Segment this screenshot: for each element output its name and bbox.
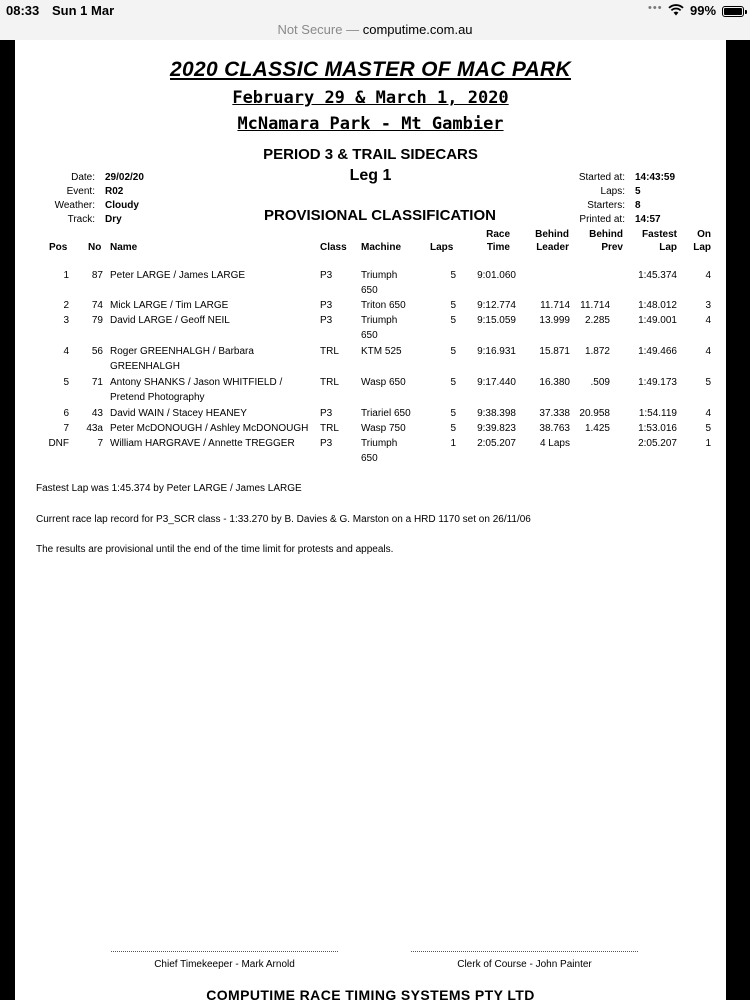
header-class: Class: [320, 242, 347, 253]
cell-fastest: 1:54.119: [638, 408, 677, 419]
cell-line: Roger GREENHALGH / Barbara: [110, 346, 254, 357]
results-document: [15, 40, 726, 1000]
cell-behind-leader: 38.763: [539, 423, 570, 434]
cell-behind-leader: 16.380: [539, 377, 570, 388]
cell-machine: [361, 298, 426, 313]
cell-behind-prev: 1.872: [584, 346, 610, 357]
multitasking-dots-icon: •••: [648, 2, 663, 14]
info-track: Dry: [105, 214, 122, 225]
cell-class: P3: [320, 408, 333, 419]
info-weather: Cloudy: [105, 200, 139, 211]
cell-behind-prev: 20.958: [579, 408, 610, 419]
cell-pos: 1: [63, 270, 69, 281]
cell-behind-prev: 2.285: [584, 315, 610, 326]
event-title: 2020 CLASSIC MASTER OF MAC PARK: [170, 58, 571, 81]
header-race-time: Race Time: [486, 229, 510, 253]
cell-on-lap: 3: [705, 300, 711, 311]
cell-no: 71: [91, 377, 103, 388]
cell-time: 9:17.440: [477, 377, 516, 388]
cell-time: 9:39.823: [477, 423, 516, 434]
info-label: Event:: [66, 186, 95, 197]
cell-behind-prev: 11.714: [580, 300, 610, 311]
status-date: Sun 1 Mar: [52, 3, 115, 18]
info-label: Started at:: [578, 172, 625, 183]
cell-on-lap: 4: [705, 270, 711, 281]
cell-behind-leader: 11.714: [540, 300, 570, 311]
cell-time: 9:38.398: [477, 408, 516, 419]
cell-class: TRL: [320, 423, 339, 434]
cell-laps: 5: [450, 408, 456, 419]
race-info-right: [551, 171, 675, 227]
cell-class: TRL: [320, 377, 339, 388]
status-bar: [0, 0, 750, 22]
info-label: Weather:: [54, 200, 95, 211]
cell-on-lap: 5: [705, 423, 711, 434]
header-name: Name: [110, 242, 138, 253]
cell-line: Triumph: [361, 270, 398, 281]
cell-line: William HARGRAVE / Annette TREGGER: [110, 438, 295, 449]
cell-time: 9:15.059: [477, 315, 516, 326]
cell-laps: 5: [450, 300, 456, 311]
cell-no: 43a: [86, 423, 103, 434]
footer-company: COMPUTIME RACE TIMING SYSTEMS PTY LTD: [206, 987, 535, 1000]
header-no: No: [88, 242, 102, 253]
security-label: Not Secure —: [277, 22, 360, 37]
provisional-note: The results are provisional until the end of the time limit for protests and appeals.: [36, 544, 394, 555]
cell-laps: 5: [450, 377, 456, 388]
timekeeper-signature-line: [111, 951, 338, 952]
cell-time: 9:12.774: [477, 300, 516, 311]
cell-class: P3: [320, 315, 333, 326]
cell-line: KTM 525: [361, 346, 402, 357]
cell-line: Triumph: [361, 438, 398, 449]
cell-time: 9:01.060: [477, 270, 516, 281]
cell-behind-prev: .509: [590, 377, 610, 388]
wifi-icon: [668, 4, 684, 19]
cell-line: Peter LARGE / James LARGE: [110, 270, 246, 281]
cell-no: 74: [91, 300, 103, 311]
clerk-signature-label: Clerk of Course - John Painter: [457, 959, 592, 970]
cell-laps: 1: [450, 438, 456, 449]
cell-machine: [361, 436, 426, 466]
cell-class: P3: [320, 300, 333, 311]
cell-line: Wasp 650: [361, 377, 406, 388]
cell-behind-leader: 4 Laps: [539, 438, 570, 449]
cell-laps: 5: [450, 270, 456, 281]
cell-fastest: 1:53.016: [638, 423, 677, 434]
header-on-lap: On Lap: [693, 229, 711, 253]
cell-line: Pretend Photography: [110, 392, 205, 403]
cell-name: [110, 313, 315, 328]
cell-fastest: 1:49.001: [638, 315, 677, 326]
leg-title: Leg 1: [349, 167, 392, 184]
cell-fastest: 1:49.466: [638, 346, 677, 357]
cell-class: TRL: [320, 346, 339, 357]
cell-pos: 5: [63, 377, 69, 388]
cell-behind-leader: 15.871: [539, 346, 570, 357]
header-machine: Machine: [361, 242, 402, 253]
cell-line: Wasp 750: [361, 423, 406, 434]
cell-no: 87: [91, 270, 103, 281]
lap-record-note: Current race lap record for P3_SCR class - 1:33.270 by B. Davies & G. Marston on a HRD 1170 set on 26/11/06: [36, 514, 531, 525]
cell-behind-leader: 37.338: [539, 408, 570, 419]
cell-laps: 5: [450, 315, 456, 326]
event-dates: February 29 & March 1, 2020: [232, 88, 509, 108]
battery-percentage: 99%: [690, 3, 717, 18]
cell-machine: [361, 313, 426, 343]
cell-behind-leader: 13.999: [539, 315, 570, 326]
cell-name: [110, 344, 315, 374]
cell-line: Triton 650: [361, 300, 406, 311]
info-label: Starters:: [587, 200, 625, 211]
info-started-at: 14:43:59: [635, 172, 676, 183]
event-venue: McNamara Park - Mt Gambier: [237, 114, 504, 134]
cell-time: 2:05.207: [477, 438, 516, 449]
info-label: Laps:: [600, 186, 625, 197]
cell-fastest: 1:49.173: [638, 377, 677, 388]
cell-line: Peter McDONOUGH / Ashley McDONOUGH: [110, 423, 309, 434]
cell-machine: [361, 344, 426, 359]
header-fastest-lap: Fastest Lap: [641, 229, 677, 253]
cell-on-lap: 5: [705, 377, 711, 388]
cell-line: Antony SHANKS / Jason WHITFIELD /: [110, 377, 283, 388]
cell-pos: 2: [63, 300, 69, 311]
cell-pos: 4: [63, 346, 69, 357]
url-bar[interactable]: [0, 22, 750, 40]
cell-name: [110, 298, 315, 313]
cell-line: Triariel 650: [361, 408, 411, 419]
cell-name: [110, 268, 315, 283]
cell-on-lap: 4: [705, 408, 711, 419]
cell-no: 56: [91, 346, 103, 357]
session-title: PERIOD 3 & TRAIL SIDECARS: [263, 146, 478, 163]
cell-pos: 7: [63, 423, 69, 434]
cell-machine: [361, 268, 426, 298]
cell-pos: 6: [63, 408, 69, 419]
info-date: 29/02/20: [105, 172, 144, 183]
race-info-left: [15, 171, 144, 227]
info-label: Track:: [67, 214, 95, 225]
classification-title: PROVISIONAL CLASSIFICATION: [264, 207, 496, 224]
cell-line: 650: [361, 330, 378, 341]
cell-name: [110, 421, 315, 436]
info-event: R02: [105, 186, 124, 197]
cell-pos: DNF: [48, 438, 69, 449]
cell-line: 650: [361, 285, 378, 296]
cell-no: 7: [97, 438, 103, 449]
cell-name: [110, 406, 315, 421]
cell-line: David WAIN / Stacey HEANEY: [110, 408, 247, 419]
cell-name: [110, 436, 315, 451]
info-starters: 8: [635, 200, 641, 211]
fastest-lap-note: Fastest Lap was 1:45.374 by Peter LARGE / James LARGE: [36, 483, 302, 494]
status-time: 08:33: [6, 3, 40, 18]
cell-no: 43: [91, 408, 103, 419]
cell-on-lap: 4: [705, 315, 711, 326]
cell-machine: [361, 421, 426, 436]
cell-fastest: 1:48.012: [638, 300, 677, 311]
cell-pos: 3: [63, 315, 69, 326]
cell-fastest: 2:05.207: [638, 438, 677, 449]
cell-line: Triumph: [361, 315, 398, 326]
cell-fastest: 1:45.374: [638, 270, 677, 281]
header-laps: Laps: [430, 242, 454, 253]
cell-time: 9:16.931: [477, 346, 516, 357]
header-pos: Pos: [49, 242, 68, 253]
cell-laps: 5: [450, 423, 456, 434]
cell-class: P3: [320, 270, 333, 281]
cell-line: David LARGE / Geoff NEIL: [110, 315, 230, 326]
cell-line: Mick LARGE / Tim LARGE: [110, 300, 229, 311]
cell-behind-prev: 1.425: [584, 423, 610, 434]
battery-icon: [722, 6, 744, 17]
cell-name: [110, 375, 315, 405]
header-behind-leader: Behind Leader: [535, 229, 569, 253]
cell-machine: [361, 375, 426, 390]
cell-on-lap: 4: [705, 346, 711, 357]
cell-on-lap: 1: [705, 438, 711, 449]
info-label: Printed at:: [579, 214, 625, 225]
cell-class: P3: [320, 438, 333, 449]
cell-line: GREENHALGH: [110, 361, 181, 372]
cell-line: 650: [361, 453, 378, 464]
cell-laps: 5: [450, 346, 456, 357]
url-domain: computime.com.au: [362, 22, 473, 37]
timekeeper-signature-label: Chief Timekeeper - Mark Arnold: [154, 959, 295, 970]
header-behind-prev: Behind Prev: [589, 229, 623, 253]
clerk-signature-line: [411, 951, 638, 952]
info-label: Date:: [71, 172, 95, 183]
info-printed-at: 14:57: [635, 214, 661, 225]
cell-no: 79: [91, 315, 103, 326]
cell-machine: [361, 406, 426, 421]
info-laps: 5: [635, 186, 641, 197]
